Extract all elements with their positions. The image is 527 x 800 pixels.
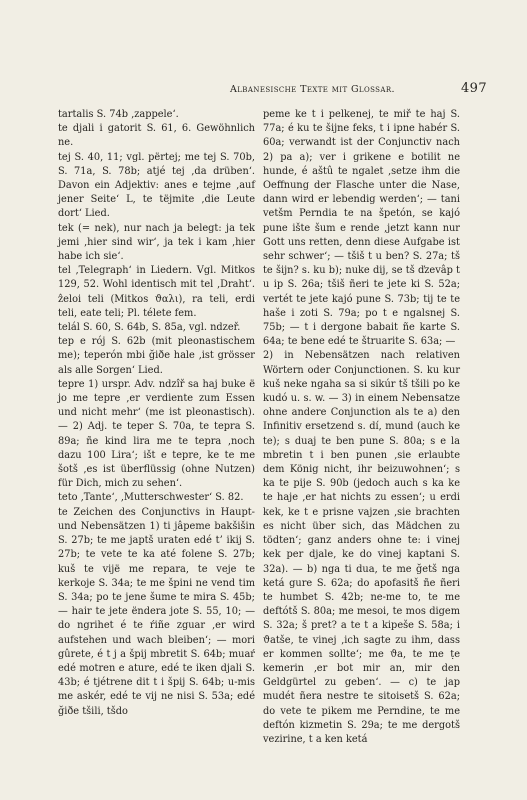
right-column [263,108,460,747]
running-title: Albanesische Texte mit Glossar. [230,84,395,95]
entry-te-djali: te djali i gatorit S. 61, 6. Gewöhnlich ne. [58,123,255,149]
entry-te-conjunctiv: te Zeichen des Conjunctivs in Haupt- und Nebensätzen 1) ti jâpeme bakšišin S. 27b; te me japtš uraten edé t’ ikij S. 27b; te vete te ka até folene S. 27b; kuš te vijë me repara, te veje te kerkoje S. 34a; te me špini ne vend tim S. 34a; po te jene šume te mira S. 45b; — hair te jete ëndera jote S. 55, 10; — do ngrihet é te ŕiñe zguar ‚er wird aufstehen und wach bleiben‘; — mori gûrete, é t j a špij mbretit S. 64b; muaŕ edé motren e ature, edé te iken djali S. 43b; é tjétrene dit t i špij S. 64b; u-mis me askér, edé te vij ne nisi S. 53a; edé ğiðe tšili, tšdo [58,506,255,717]
entry-teto: teto ‚Tante‘, ‚Mutterschwester‘ S. 82. [58,492,244,504]
entry-tek: tek (= nek), nur nach ja belegt: ja tek jemi ‚hier sind wir‘, ja tek i kam ‚hier habe ich sie‘. [58,222,255,263]
entry-teperoj: tep e rój S. 62b (mit pleonastischem me); teperón mbi ğiðe hale ‚ist grösser als alle Sorgen‘ Lied. [58,336,255,376]
entry-tej: tej S. 40, 11; vgl. përtej; me tej S. 70b, S. 71a, S. 78b; atjé tej ‚da drüben‘. Davon ein Adjektiv: anes e tejme ‚auf jener Seite‘ L, te tëjmite ‚die Leute dort‘ Lied. [58,151,255,220]
page-header [60,81,487,100]
entry-tepre: tepre 1) urspr. Adv. ndzîř sa haj buke ë jo me tepre ‚er verdiente zum Essen und nicht mehr‘ (me ist pleonastisch). — 2) Adj. te teper S. 70a, te tepra S. 89a; ñe kind lira me te tepra ‚noch dazu 100 Lira‘; išt e tepre, ke te me šotš ‚es ist überflüssig (ohne Nutzen) für Dich, mich zu sehen‘. [58,378,255,490]
right-paragraph-2: 2) in Nebensätzen nach relativen Wörtern oder Conjunctionen. S. ku kur kuš neke ngaha sa si sikúr tš tšili po ke kudó u. s. w. — 3) in einem Nebensatze ohne andere Conjunction als te a) den Infinitiv ersetzend s. dí, mund (auch ke te); s duaj te ben pune S. 80a; s e la mbretin t i ben punen ‚sie erlaubte dem König nicht, ihr beizuwohnen‘; s ka te pije S. 90b (jedoch auch s ka ke te haje ‚er hat nichts zu essen‘; u erdi kek, ke t e prisne vajzen ‚sie brachten es nicht über sich, das Mädchen zu tödten‘; ganz anders ohne te: i vinej kek per djale, ke do vinej kaptani S. 32a). — b) nga ti dua, te me ğetš nga ketá gure S. 62a; do apofasitš ñe ñeri te humbet S. 42b; ne-me to, te me deftótš S. 80a; me mesoi, te mos digem S. 32a; š pret? a te t a kipeše S. 58a; i ϑatše, te vinej ‚ich sagte zu ihm, dass er kommen sollte‘; me ϑa, te me ṭe kemerin ‚er bot mir an, mir den Geldgürtel zu geben‘. — c) te jap mudét ñera nestre te sitoisetš S. 62a; do vete te pikem me Perndine, te me deftón kizmetin S. 29a; te me dergotš vezirine, t a ken ketá [263,350,460,745]
entry-telal: telál S. 60, S. 64b, S. 85a, vgl. ndzeř. [58,322,241,334]
entry-tartalis: tartalis S. 74b ‚zappele‘. [58,109,179,120]
right-paragraph-1: peme ke t i pelkenej, te miř te haj S. 77a; é ku te šijne feks, t i ipne habér S. 60a; verwandt ist der Conjunctiv nach 2) pa a); ver i grikene e botilit ne hunde, é aštû te ngalet ‚setze ihm die Oeffnung der Flasche unter die Nase, dann wird er lebendig werden‘; — tani vetšm Perndia te na špetón, se kajó pune ište šum e rende ‚jetzt kann nur Gott uns retten, denn diese Aufgabe ist sehr schwer‘; — tšiš t u ben? S. 27a; tš te šijn? s. ku b); nuke dij, se tš ďzevâp t u ip S. 26a; tšiš ñeri te jete ki S. 52a; vertét te jete kajó pune S. 73b; tij te te haše i zoti S. 79a; po t e ngalsnej S. 75b; — t i dergone babait ñe karte S. 64a; te bene edé te štruarite S. 63a; — [263,109,460,348]
entry-tel: tel ‚Telegraph‘ in Liedern. Vgl. Mitkos 129, 52. Wohl identisch mit tel ‚Draht‘. ẑeloi teli (Mitkos ϑαλι), ra teli, erdi teli, eate teli; Pl. télete fem. [58,265,255,319]
page-number: 497 [460,81,487,96]
left-column [58,108,255,719]
